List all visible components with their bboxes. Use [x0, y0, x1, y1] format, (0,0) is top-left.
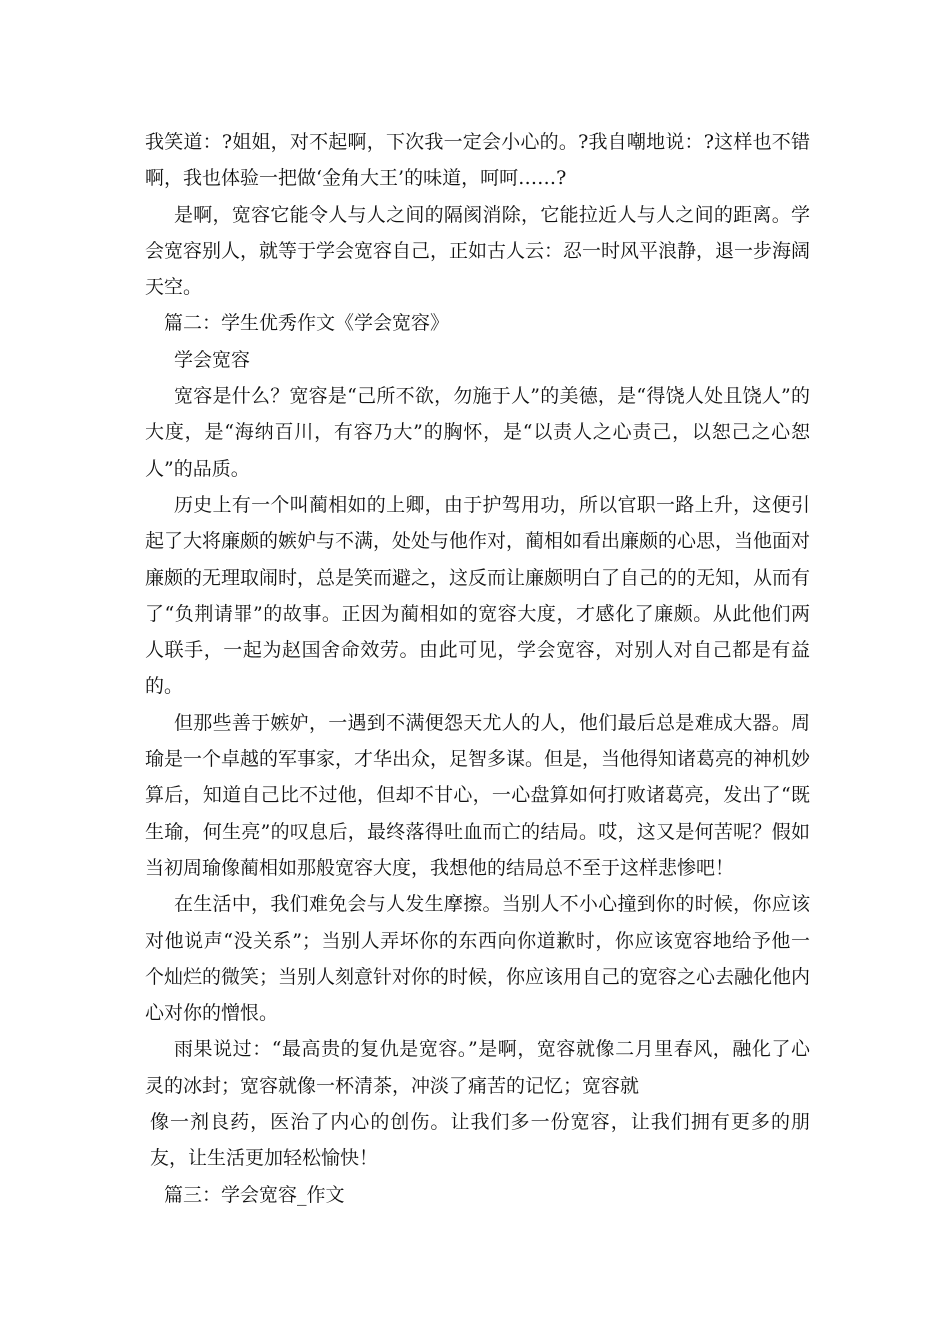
section-heading: 篇二：学生优秀作文《学会宽容》	[164, 312, 450, 335]
section-heading: 篇三：学会宽容_作文	[164, 1183, 345, 1206]
paragraph: 宽容是什么？宽容是“己所不欲，勿施于人”的美德，是“得饶人处且饶人”的大度，是“海纳百川，有容乃大”的胸怀，是“以责人之心责己，以恕己之心恕人”的品质。	[145, 385, 810, 480]
paragraph: 历史上有一个叫蔺相如的上卿，由于护驾用功，所以官职一路上升，这便引起了大将廉颇的嫉妒与不满，处处与他作对，蔺相如看出廉颇的心思，当他面对廉颇的无理取闹时，总是笑而避之，这反而让廉颇明白了自己的的无知，从而有了“负荆请罪”的故事。正因为蔺相如的宽容大度，才感化了廉颇。从此他们两人联手，一起为赵国舍命效劳。由此可见，学会宽容，对别人对自己都是有益的。	[145, 493, 811, 698]
paragraph: 像一剂良药，医治了内心的创伤。让我们多一份宽容，让我们拥有更多的朋友，让生活更加轻松愉快！	[150, 1111, 810, 1170]
paragraph: 在生活中，我们难免会与人发生摩擦。当别人不小心撞到你的时候，你应该对他说声“没关系”；当别人弄坏你的东西向你道歉时，你应该宽容地给予他一个灿烂的微笑；当别人刻意针对你的时候，你应该用自己的宽容之心去融化他内心对你的憎恨。	[145, 893, 811, 1025]
paragraph: 但那些善于嫉妒，一遇到不满便怨天尤人的人，他们最后总是难成大器。周瑜是一个卓越的军事家，才华出众，足智多谋。但是，当他得知诸葛亮的神机妙算后，知道自己比不过他，但却不甘心，一心盘算如何打败诸葛亮，发出了“既生瑜，何生亮”的叹息后，最终落得吐血而亡的结局。哎，这又是何苦呢？假如当初周瑜像蔺相如那般宽容大度，我想他的结局总不至于这样悲惨吧！	[145, 711, 811, 879]
document-body	[145, 124, 810, 1213]
paragraph: 雨果说过：“最高贵的复仇是宽容。”是啊，宽容就像二月里春风，融化了心灵的冰封；宽容就像一杯清茶，冲淡了痛苦的记忆；宽容就	[145, 1038, 810, 1097]
paragraph: 是啊，宽容它能令人与人之间的隔阂消除，它能拉近人与人之间的距离。学会宽容别人，就等于学会宽容自己，正如古人云：忍一时风平浪静，退一步海阔天空。	[145, 203, 811, 299]
essay-title: 学会宽容	[174, 348, 251, 371]
paragraph: 我笑道：?姐姐，对不起啊，下次我一定会小心的。?我自嘲地说：?这样也不错啊，我也体验一把做‘金角大王’的味道，呵呵……?	[145, 131, 810, 190]
